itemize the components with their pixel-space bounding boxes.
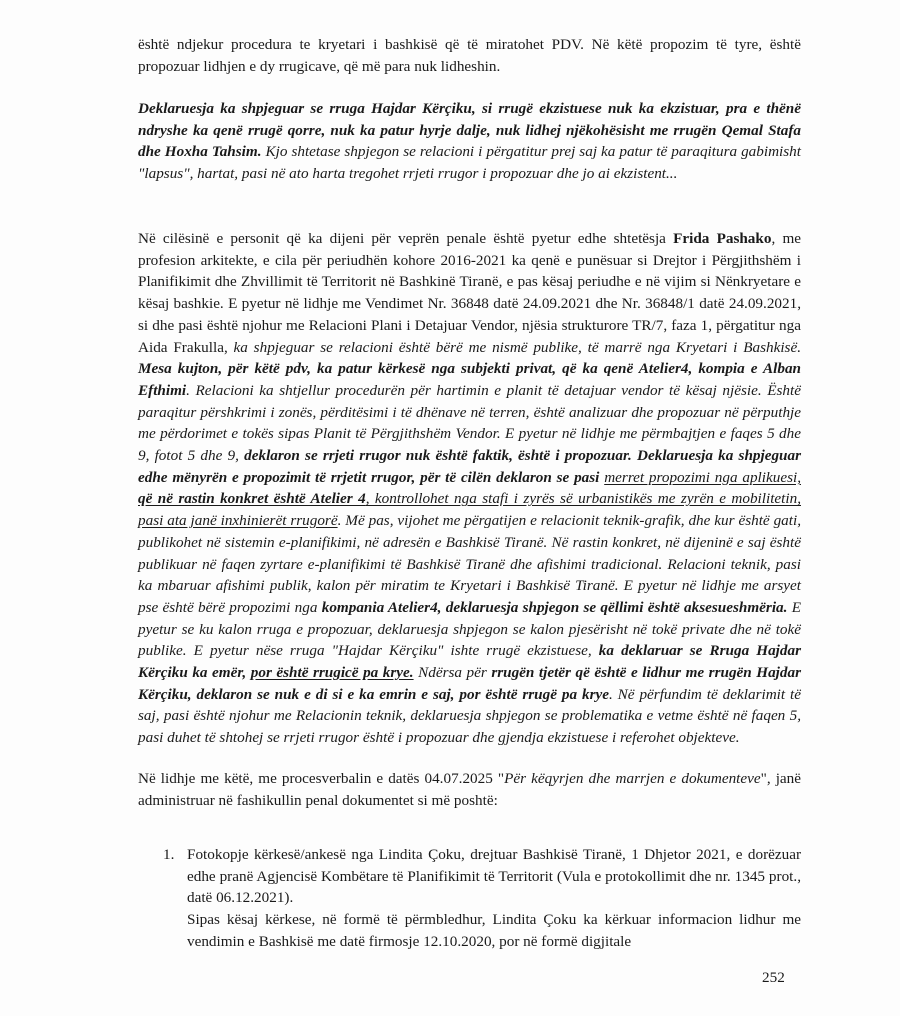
p3-s13: E pyetur se ku kalon rruga e propozuar, deklaruesja shpjegon se kalon pjesërisht në tokë private dhe në tokë publike. E pyetur nëse rruga "Hajdar Kërçiku" ishte rrugë ekzistuese, bbox=[138, 598, 802, 660]
p4-s1: Në lidhje me këtë, me procesverbalin e datës 04.07.2025 " bbox=[138, 770, 505, 787]
p3-s14: ka deklaruar se Rruga Hajdar Kërçiku ka emër, bbox=[138, 642, 801, 682]
p3-witness-name: Frida Pashako bbox=[673, 230, 772, 247]
p3-s6: . Relacioni ka shtjellur procedurën për hartimin e planit të detajuar vendor të kësaj njësie. Është paraqitur përshkrimi i zonës, përditësimi i të dhënave në terren, është analizuar dhe propozuar në përputhje me përdorimet e tokës sipas Planit të Përgjithshëm Vendor. E pyetur në lidhje me përmbajtjen e faqes 5 dhe 9, fotot 5 dhe 9, bbox=[138, 381, 801, 465]
p3-s18: . Në përfundim të deklarimit të saj, pasi është njohur me Relacionin teknik, deklaruesja shpjegon se problematika e vetme është në faqen 5, pasi duhet të shtohej se rrjeti rrugor është i propozuar dhe gjendja ekzistuese i referohet objekteve. bbox=[138, 685, 801, 747]
p3-s5: Mesa kujton, për këtë pdv, ka patur kërkesë nga subjekti privat, që ka qenë Atelier4, kompia e Alban Efthimi bbox=[138, 360, 801, 399]
p3-s11: . Më pas, vijohet me përgatijen e relacionit teknik-grafik, dhe kur është gati, publikohet në sistemin e-planifikimi, në adresën e Bashkisë Tiranë. Në rastin konkret, në dijeninë e saj është publikuar në faqen zyrtare e-planifikimi të Bashkisë Tiranë dhe afishimi tradicional. Relacioni teknik, pasi ka mbaruar afishimi publik, kalon për miratim te Kryetari i Bashkisë Tiranë. E pyetur në lidhje me arsyet pse është bërë propozimi nga bbox=[138, 512, 801, 616]
p3-s9: që në rastin konkret është Atelier 4 bbox=[138, 490, 366, 508]
paragraph-2-italic: Kjo shtetase shpjegon se relacioni i përgatitur prej saj ka patur të paraqitura gabimisht "lapsus", hartat, pasi në ato harta tregohet rrjeti rrugor i propozuar dhe jo ai ekzistent... bbox=[138, 143, 801, 183]
p4-s2: Për këqyrjen dhe marrjen e dokumenteve bbox=[504, 770, 761, 787]
list-item-1-continuation: Sipas kësaj kërkese, në formë të përmbledhur, Lindita Çoku ka kërkuar informacion lidhur me vendimin e Bashkisë me datë firmosje 12.10.2020, por në formë digjitale bbox=[187, 911, 801, 950]
p3-s1: Në cilësinë e personit që ka dijeni për veprën penale është pyetur edhe shtetësja bbox=[138, 230, 674, 247]
p3-s8: merret propozimi nga aplikuesi, bbox=[604, 468, 801, 486]
paragraph-2 bbox=[138, 98, 801, 185]
p3-s4: ka shpjeguar se relacioni është bërë me nismë publike, të marrë nga Kryetari i Bashkisë. bbox=[233, 338, 801, 356]
list-item-1 bbox=[187, 844, 801, 953]
p3-s15: por është rrugicë pa krye. bbox=[250, 664, 414, 682]
p3-s17: rrugën tjetër që është e lidhur me rrugën Hajdar Kërçiku, deklaron se nuk e di si e ka emrin e saj, por është rrugë pa krye bbox=[138, 664, 801, 703]
p3-s3: , me profesion arkitekte, e cila për periudhën kohore 2016-2021 ka qenë e punësuar si Drejtor i Përgjithshëm i Planifikimit dhe Zhvillimit të Territorit në Bashkinë Tiranë, e pas kësaj periudhe e në vijim si Nënkryetare e kësaj bashkie. E pyetur në lidhje me Vendimet Nr. 36848 datë 24.09.2021 dhe Nr. 36848/1 datë 24.09.2021, si dhe pasi është njohur me Relacioni Plani i Detajuar Vendor, njësia strukturore TR/7, faza 1, përgatitur nga Aida Frakulla, bbox=[138, 230, 802, 356]
paragraph-1-text: është ndjekur procedura te kryetari i bashkisë që të miratohet PDV. Në këtë propozim të tyre, është propozuar lidhjen e dy rrugicave, që më para nuk lidheshin. bbox=[138, 36, 801, 75]
paragraph-4 bbox=[138, 768, 801, 811]
paragraph-3 bbox=[138, 228, 801, 749]
p3-s12: kompania Atelier4, deklaruesja shpjegon se qëllimi është aksesueshmëria. bbox=[321, 598, 788, 616]
p4-s3: ", janë administruar në fashikullin penal dokumentet si më poshtë: bbox=[138, 770, 801, 809]
p3-s10: , kontrollohet nga stafi i zyrës së urbanistikës me zyrën e mobilitetin, pasi ata janë inxhinierët rrugorë bbox=[138, 490, 801, 530]
paragraph-1 bbox=[138, 34, 801, 77]
p3-s16: Ndërsa për bbox=[413, 664, 492, 682]
paragraph-2-bold: Deklaruesja ka shpjeguar se rruga Hajdar Kërçiku, si rrugë ekzistuese nuk ka ekzistuar, pra e thënë ndryshe ka qenë rrugë qorre, nuk ka patur hyrje dalje, nuk lidhej njëkohësisht me rrugën Qemal Stafa dhe Hoxha Tahsim. bbox=[138, 100, 801, 161]
page-number: 252 bbox=[762, 969, 785, 986]
p3-s7: deklaron se rrjeti rrugor nuk është faktik, është i propozuar. Deklaruesja ka shpjeguar edhe mënyrën e propozimit të rrjetit rrugor, për të cilën deklaron se pasi bbox=[138, 447, 802, 486]
list-item-number: 1. bbox=[163, 846, 175, 863]
list-item-1-text: Fotokopje kërkesë/ankesë nga Lindita Çoku, drejtuar Bashkisë Tiranë, 1 Dhjetor 2021, e dorëzuar edhe pranë Agjencisë Kombëtare të Planifikimit të Territorit (Vula e protokollimit dhe nr. 1345 prot., datë 06.12.2021). bbox=[187, 846, 801, 907]
